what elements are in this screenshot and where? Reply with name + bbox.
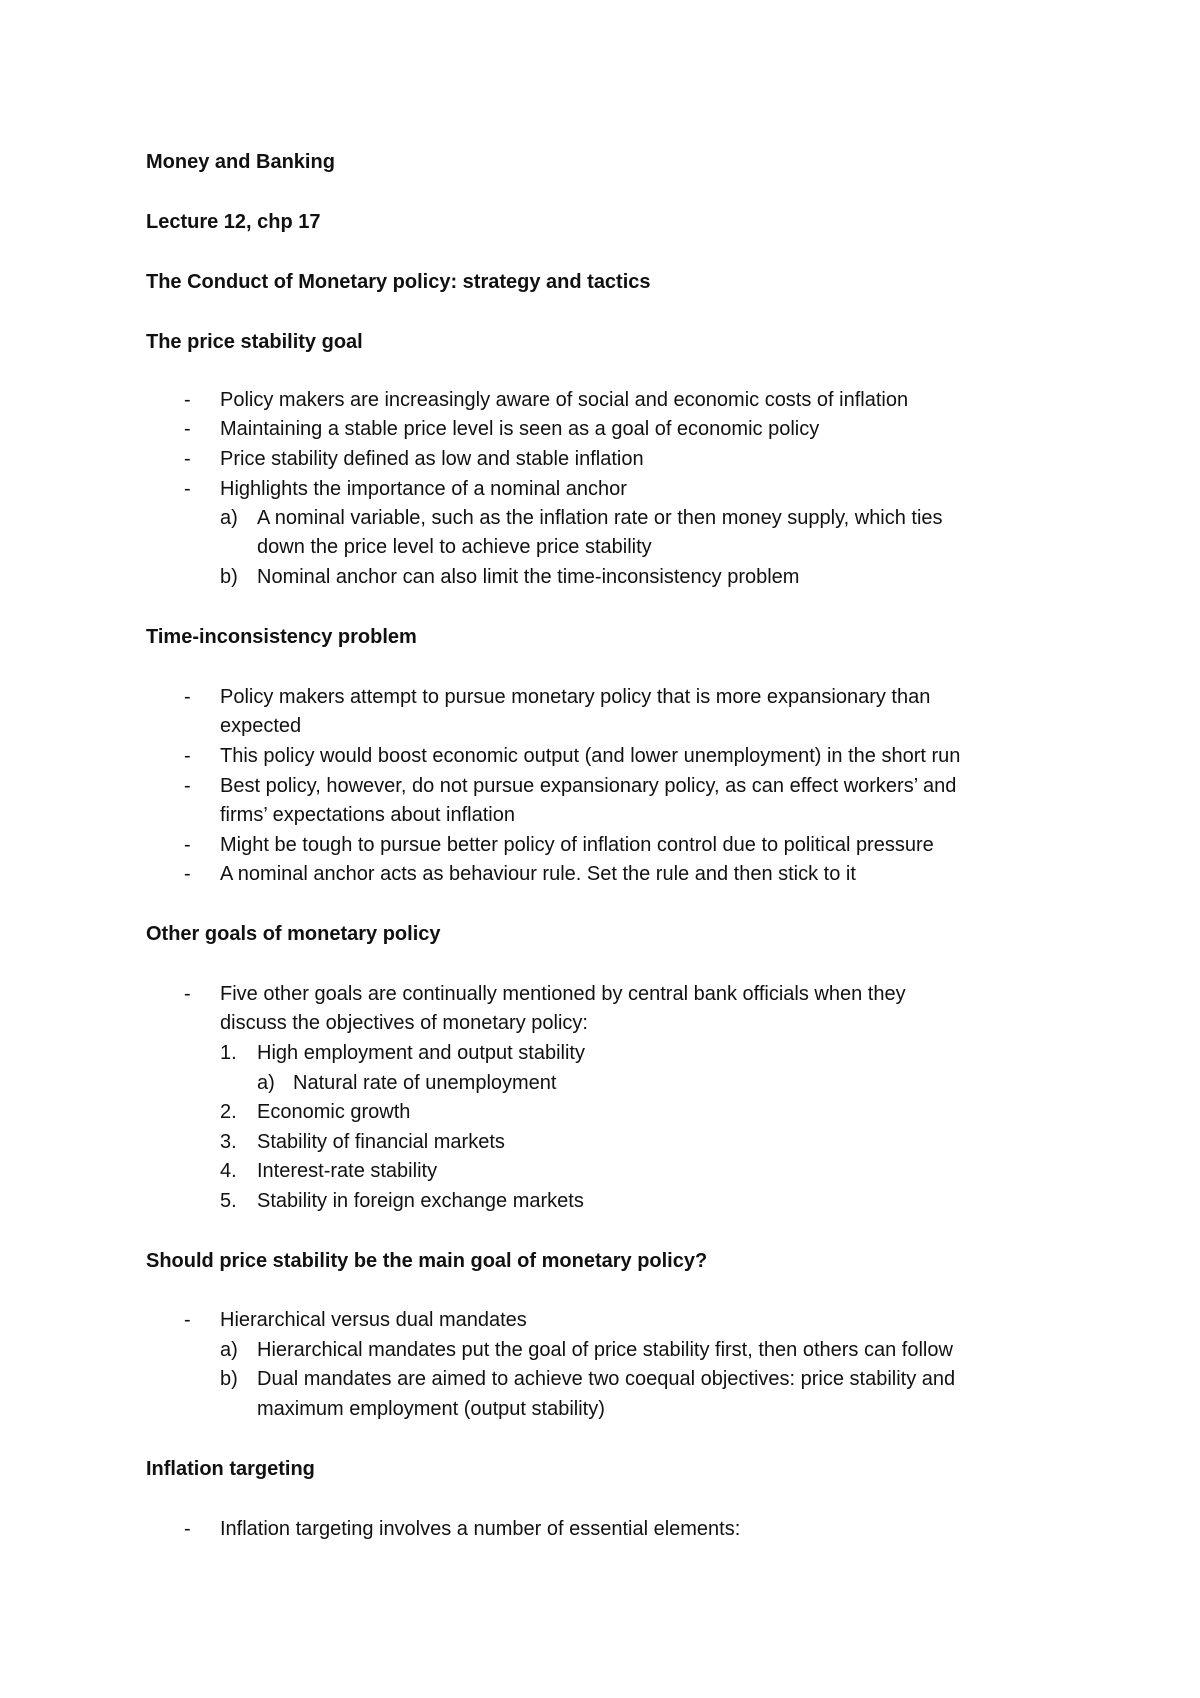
- list-marker: 4.: [220, 1160, 237, 1182]
- list-item: Stability in foreign exchange markets: [257, 1190, 584, 1212]
- list-item: Best policy, however, do not pursue expansionary policy, as can effect workers’ and: [220, 775, 957, 797]
- list-marker: a): [220, 1339, 238, 1361]
- list-item: Might be tough to pursue better policy of inflation control due to political pressure: [220, 834, 934, 856]
- document-subtitle: The Conduct of Monetary policy: strategy and tactics: [146, 271, 651, 293]
- list-item: Interest-rate stability: [257, 1160, 438, 1182]
- list-marker: 1.: [220, 1042, 237, 1064]
- bullet-dash: -: [184, 448, 191, 470]
- list-item: Highlights the importance of a nominal anchor: [220, 478, 627, 500]
- list-item: Stability of financial markets: [257, 1131, 505, 1153]
- list-item: Nominal anchor can also limit the time-inconsistency problem: [257, 566, 800, 588]
- list-item: A nominal variable, such as the inflation rate or then money supply, which ties: [257, 507, 943, 529]
- list-item: High employment and output stability: [257, 1042, 585, 1064]
- list-item: A nominal anchor acts as behaviour rule. Set the rule and then stick to it: [220, 863, 856, 885]
- bullet-dash: -: [184, 863, 191, 885]
- list-item: This policy would boost economic output (and lower unemployment) in the short run: [220, 745, 961, 767]
- list-marker: 5.: [220, 1190, 237, 1212]
- section-heading: Other goals of monetary policy: [146, 923, 441, 945]
- list-item: Policy makers are increasingly aware of social and economic costs of inflation: [220, 389, 909, 411]
- bullet-dash: -: [184, 775, 191, 797]
- list-item: down the price level to achieve price stability: [257, 536, 652, 558]
- list-item: Maintaining a stable price level is seen as a goal of economic policy: [220, 418, 820, 440]
- bullet-dash: -: [184, 478, 191, 500]
- bullet-dash: -: [184, 834, 191, 856]
- list-item: Hierarchical mandates put the goal of price stability first, then others can follow: [257, 1339, 953, 1361]
- bullet-dash: -: [184, 1309, 191, 1331]
- list-item: Inflation targeting involves a number of essential elements:: [220, 1518, 741, 1540]
- bullet-dash: -: [184, 1518, 191, 1540]
- section-heading: Inflation targeting: [146, 1458, 315, 1480]
- list-marker: b): [220, 566, 238, 588]
- list-item: Policy makers attempt to pursue monetary policy that is more expansionary than: [220, 686, 931, 708]
- list-item: Five other goals are continually mentioned by central bank officials when they: [220, 983, 906, 1005]
- bullet-dash: -: [184, 983, 191, 1005]
- bullet-dash: -: [184, 389, 191, 411]
- list-item: expected: [220, 715, 302, 737]
- list-marker: a): [257, 1072, 275, 1094]
- list-item: Dual mandates are aimed to achieve two coequal objectives: price stability and: [257, 1368, 956, 1390]
- lecture-label: Lecture 12, chp 17: [146, 211, 321, 233]
- list-item: Economic growth: [257, 1101, 411, 1123]
- list-marker: 2.: [220, 1101, 237, 1123]
- list-item: discuss the objectives of monetary policy:: [220, 1012, 588, 1034]
- bullet-dash: -: [184, 745, 191, 767]
- list-marker: b): [220, 1368, 238, 1390]
- document-title: Money and Banking: [146, 151, 335, 173]
- list-item: firms’ expectations about inflation: [220, 804, 515, 826]
- list-marker: a): [220, 507, 238, 529]
- section-heading: The price stability goal: [146, 331, 363, 353]
- list-item: Hierarchical versus dual mandates: [220, 1309, 527, 1331]
- section-heading: Time-inconsistency problem: [146, 626, 417, 648]
- section-heading: Should price stability be the main goal of monetary policy?: [146, 1250, 708, 1272]
- list-marker: 3.: [220, 1131, 237, 1153]
- list-item: maximum employment (output stability): [257, 1398, 605, 1420]
- bullet-dash: -: [184, 686, 191, 708]
- list-item: Price stability defined as low and stable inflation: [220, 448, 644, 470]
- bullet-dash: -: [184, 418, 191, 440]
- list-item: Natural rate of unemployment: [293, 1072, 557, 1094]
